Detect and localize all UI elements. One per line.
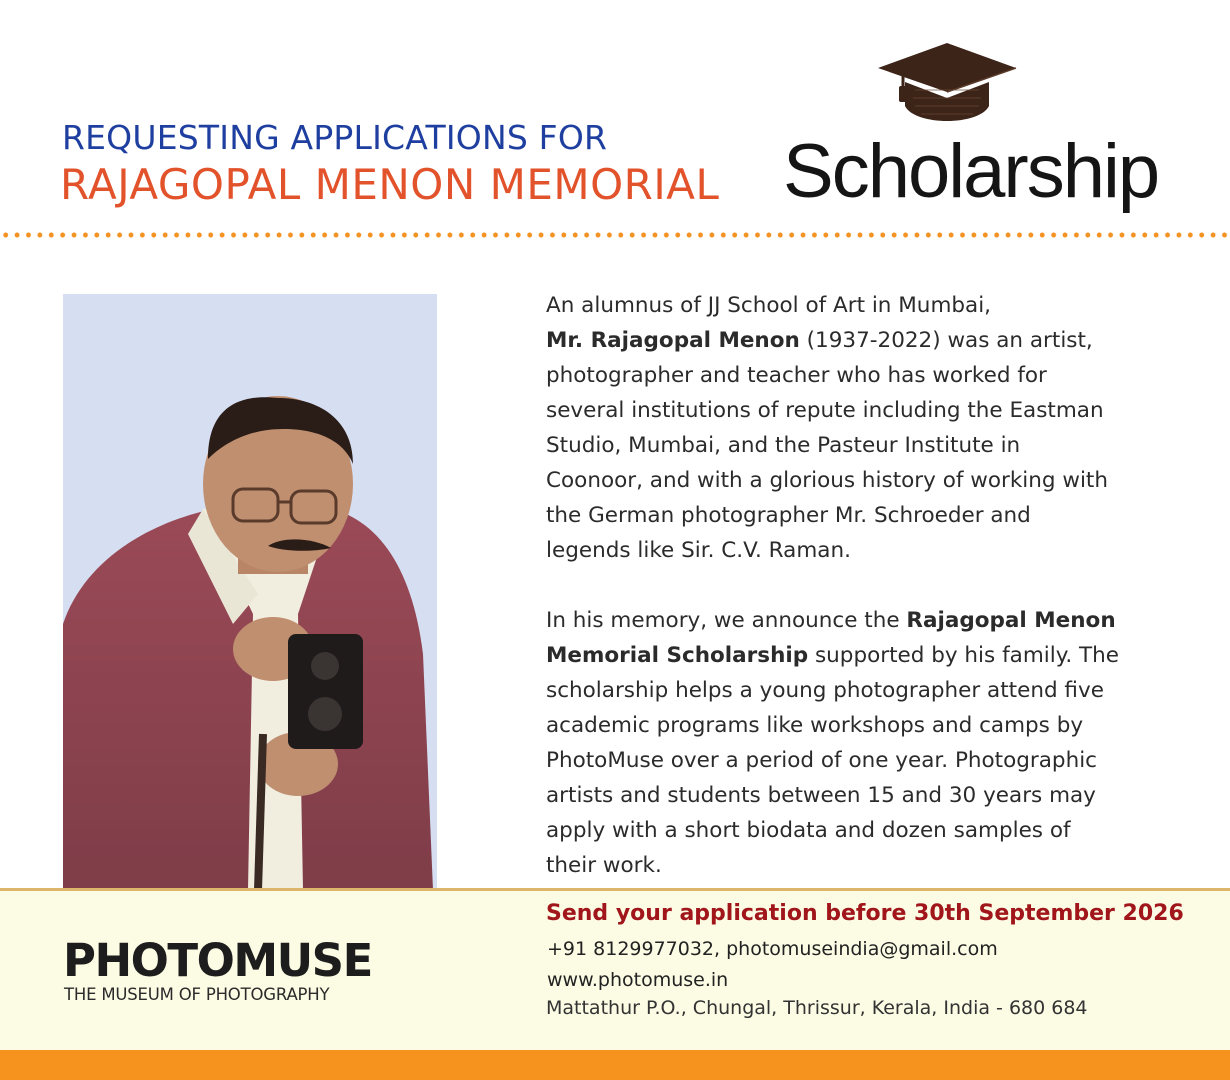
bio-line	[546, 323, 1206, 358]
bio-line: Studio, Mumbai, and the Pasteur Institute in	[546, 433, 1021, 458]
graduation-cap-icon	[875, 40, 1020, 130]
bio-line: several institutions of repute including the Eastman	[546, 398, 1104, 423]
announcement-line: scholarship helps a young photographer attend five	[546, 678, 1104, 703]
announcement-line	[546, 638, 1206, 673]
header-title: RAJAGOPAL MENON MEMORIAL	[60, 160, 720, 209]
announcement-line: academic programs like workshops and camps by	[546, 713, 1084, 738]
website-link[interactable]: www.photomuse.in	[547, 969, 729, 991]
portrait-illustration	[63, 294, 437, 890]
postal-address: Mattathur P.O., Chungal, Thrissur, Kerala, India - 680 684	[546, 997, 1088, 1019]
contact-phone-email[interactable]: +91 8129977032, photomuseindia@gmail.com	[547, 938, 998, 960]
announcement-paragraph	[546, 603, 1206, 883]
portrait-photo	[63, 294, 437, 890]
footer-accent-bar	[0, 1050, 1230, 1080]
scholarship-name: Memorial Scholarship	[546, 643, 809, 668]
bio-line-rest: (1937-2022) was an artist,	[799, 328, 1093, 353]
announcement-text: In his memory, we announce the	[546, 608, 907, 633]
announcement-line: artists and students between 15 and 30 years may	[546, 783, 1096, 808]
bio-line: photographer and teacher who has worked for	[546, 363, 1047, 388]
deadline-text: Send your application before 30th September 2026	[546, 901, 1184, 926]
header-subtitle: REQUESTING APPLICATIONS FOR	[62, 118, 608, 157]
bio-line: the German photographer Mr. Schroeder and	[546, 503, 1031, 528]
dotted-divider	[0, 232, 1230, 238]
scholarship-word: Scholarship	[783, 129, 1159, 214]
bio-line: legends like Sir. C.V. Raman.	[546, 538, 851, 563]
announcement-line	[546, 603, 1206, 638]
announcement-line: their work.	[546, 853, 662, 878]
announcement-line: PhotoMuse over a period of one year. Photographic	[546, 748, 1098, 773]
bio-line: An alumnus of JJ School of Art in Mumbai,	[546, 293, 992, 318]
announcement-line: apply with a short biodata and dozen samples of	[546, 818, 1071, 843]
announcement-text: supported by his family. The	[808, 643, 1120, 668]
logo-tagline: THE MUSEUM OF PHOTOGRAPHY	[64, 985, 330, 1004]
bio-line: Coonoor, and with a glorious history of working with	[546, 468, 1108, 493]
bio-paragraph	[546, 288, 1206, 568]
person-name: Mr. Rajagopal Menon	[546, 328, 800, 353]
photomuse-logo: PHOTOMUSE	[63, 934, 372, 987]
scholarship-name: Rajagopal Menon	[906, 608, 1116, 633]
